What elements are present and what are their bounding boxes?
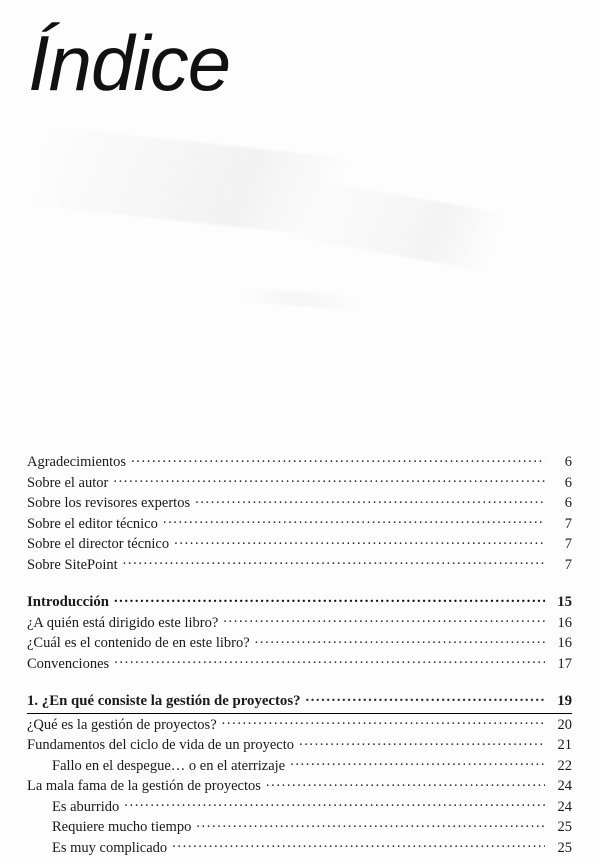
toc-entry-label: Sobre el director técnico [27,536,170,552]
toc-entry[interactable] [27,534,572,555]
toc-leader-dots [123,555,545,569]
toc-entry-label: Fundamentos del ciclo de vida de un proyecto [27,737,294,753]
toc-page-number: 25 [557,839,572,856]
toc-page-number: 24 [557,778,572,794]
toc-page-number: 19 [557,693,572,709]
toc-page-number: 16 [557,635,572,651]
toc-group [27,592,572,674]
toc-entry[interactable] [27,514,572,535]
toc-leader-dots [290,756,545,770]
toc-entry-label: Sobre SitePoint [27,556,118,573]
toc-group-spacer [27,575,572,592]
scan-artifact [37,126,463,249]
toc-leader-dots [174,534,545,548]
toc-page-number: 16 [557,614,572,631]
toc-page-number: 7 [564,556,572,573]
toc-entry-sub[interactable] [27,817,572,838]
toc-leader-dots [305,691,545,705]
toc-page-number: 6 [564,454,572,470]
toc-entry-section[interactable] [27,592,572,613]
toc-leader-dots [163,514,545,528]
toc-page-number: 22 [557,757,572,774]
toc-entry-label: 1. ¿En qué consiste la gestión de proyectos? [27,693,301,709]
toc-group [27,691,572,858]
toc-entry-label: Introducción [27,594,109,610]
toc-entry-label: ¿Cuál es el contenido de en este libro? [27,635,250,651]
toc-entry-label: ¿A quién está dirigido este libro? [27,614,219,631]
toc-entry[interactable] [27,776,572,797]
toc-entry-sub[interactable] [27,797,572,818]
toc-leader-dots [114,592,545,606]
toc-entry-label: Fallo en el despegue… o en el aterrizaje [52,757,286,774]
toc-leader-dots [255,633,545,647]
toc-page-number: 6 [564,495,572,511]
toc-group [27,452,572,575]
toc-page-number: 7 [564,515,572,532]
toc-page-number: 7 [564,536,572,552]
toc-page-number: 6 [564,474,572,491]
toc-entry-label: La mala fama de la gestión de proyectos [27,778,261,794]
toc-entry[interactable] [27,555,572,576]
table-of-contents [27,452,572,858]
toc-leader-dots [266,776,545,790]
toc-entry-label: ¿Qué es la gestión de proyectos? [27,716,217,733]
toc-leader-dots [114,654,545,668]
toc-leader-dots [195,493,545,507]
toc-leader-dots [299,735,545,749]
toc-leader-dots [131,452,545,466]
toc-leader-dots [223,613,545,627]
toc-page-number: 25 [557,819,572,835]
toc-entry-sub[interactable] [27,756,572,777]
toc-entry-label: Sobre el editor técnico [27,515,158,532]
toc-entry[interactable] [27,613,572,634]
toc-leader-dots [124,797,545,811]
toc-entry[interactable] [27,735,572,756]
toc-entry[interactable] [27,715,572,736]
toc-entry-label: Es muy complicado [52,839,168,856]
toc-entry-label: Agradecimientos [27,454,127,470]
toc-entry-label: Requiere mucho tiempo [52,819,192,835]
toc-leader-dots [172,838,545,852]
toc-entry-label: Sobre el autor [27,474,109,491]
toc-entry-label: Convenciones [27,655,110,672]
toc-entry[interactable] [27,473,572,494]
toc-entry-label: Sobre los revisores expertos [27,495,191,511]
toc-entry-chapter[interactable] [27,691,572,714]
toc-entry[interactable] [27,452,572,473]
toc-entry[interactable] [27,493,572,514]
toc-page-number: 21 [557,737,572,753]
toc-page-number: 15 [557,594,572,610]
toc-page-number: 17 [557,655,572,672]
toc-entry-label: Es aburrido [52,798,120,815]
toc-page-number: 24 [557,798,572,815]
toc-leader-dots [196,817,545,831]
toc-leader-dots [113,473,545,487]
scan-artifact [240,288,361,310]
scan-artifact [297,179,554,282]
toc-entry[interactable] [27,654,572,675]
toc-group-spacer [27,674,572,691]
toc-entry[interactable] [27,633,572,654]
toc-page-number: 20 [557,716,572,733]
toc-entry-sub[interactable] [27,838,572,859]
toc-leader-dots [222,715,545,729]
page-title: Índice [28,19,231,107]
